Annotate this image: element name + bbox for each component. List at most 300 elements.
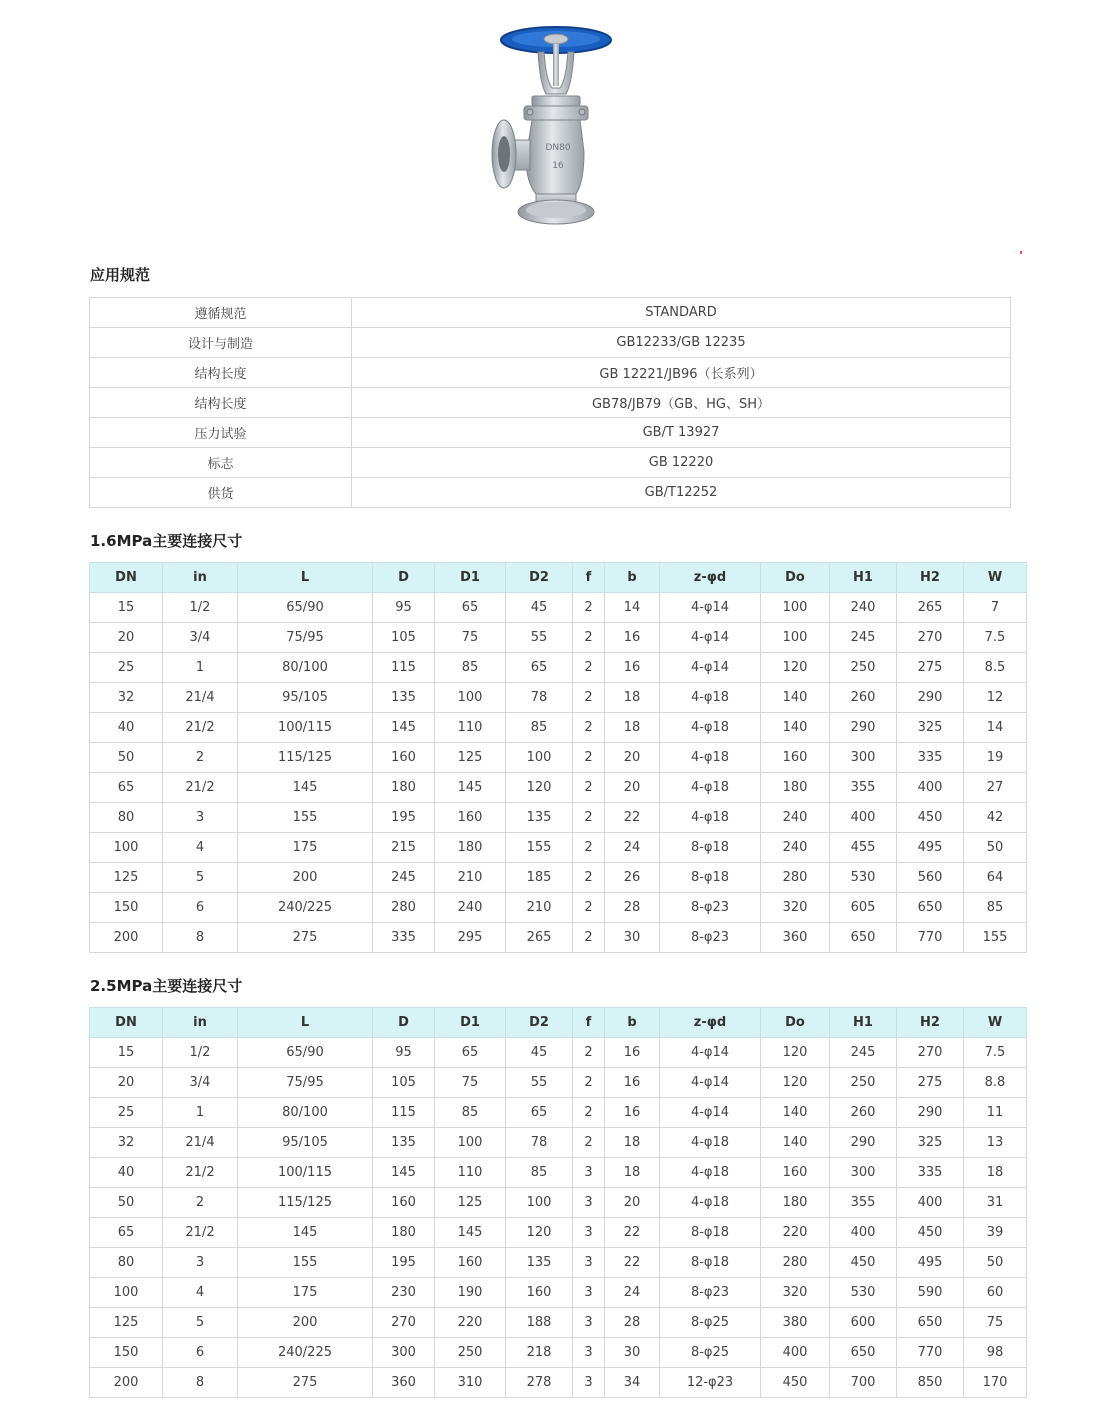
table-cell: 21/4 (163, 1128, 238, 1158)
table-cell: 85 (506, 713, 573, 743)
table-row (90, 1248, 1027, 1278)
table-cell: 240/225 (238, 893, 373, 923)
table-cell: 18 (605, 1128, 660, 1158)
spec-value: GB 12220 (352, 448, 1011, 478)
table-row (90, 623, 1027, 653)
table-cell: 450 (761, 1368, 830, 1398)
table-cell: 160 (435, 1248, 506, 1278)
table-cell: 120 (761, 653, 830, 683)
table-cell: 650 (830, 1338, 897, 1368)
table-cell: 7.5 (964, 623, 1027, 653)
column-header: z-φd (660, 563, 761, 593)
table-cell: 335 (897, 1158, 964, 1188)
table-cell: 145 (238, 1218, 373, 1248)
table-cell: 450 (830, 1248, 897, 1278)
table-cell: 2 (573, 773, 605, 803)
table-cell: 278 (506, 1368, 573, 1398)
column-header: H1 (830, 1008, 897, 1038)
table-cell: 26 (605, 863, 660, 893)
table-cell: 450 (897, 1218, 964, 1248)
table-cell: 175 (238, 833, 373, 863)
spec-value: GB 12221/JB96（长系列） (352, 358, 1011, 388)
table-cell: 75 (435, 1068, 506, 1098)
table-cell: 400 (897, 773, 964, 803)
table-cell: 98 (964, 1338, 1027, 1368)
table-cell: 3 (573, 1188, 605, 1218)
spec-table (89, 297, 1011, 508)
column-header: D2 (506, 1008, 573, 1038)
table-cell: 100 (90, 833, 163, 863)
table-cell: 95 (373, 593, 435, 623)
column-header: z-φd (660, 1008, 761, 1038)
table-cell: 11 (964, 1098, 1027, 1128)
table-row (90, 1098, 1027, 1128)
spec-label: 结构长度 (90, 358, 352, 388)
column-header: Do (761, 1008, 830, 1038)
table-cell: 4-φ18 (660, 803, 761, 833)
table-cell: 32 (90, 683, 163, 713)
table-cell: 155 (238, 1248, 373, 1278)
table-cell: 290 (830, 1128, 897, 1158)
table-row (90, 653, 1027, 683)
table-cell: 65/90 (238, 593, 373, 623)
table-cell: 32 (90, 1128, 163, 1158)
spec-label: 标志 (90, 448, 352, 478)
table-cell: 80 (90, 803, 163, 833)
dimension-table-1-6mpa (89, 562, 1027, 953)
table-cell: 560 (897, 863, 964, 893)
table-cell: 100/115 (238, 713, 373, 743)
spec-section-title: 应用规范 (90, 266, 151, 284)
table-row (90, 1278, 1027, 1308)
table-cell: 3 (573, 1338, 605, 1368)
table-cell: 120 (506, 773, 573, 803)
table-cell: 2 (573, 713, 605, 743)
table-cell: 95/105 (238, 683, 373, 713)
table-cell: 190 (435, 1278, 506, 1308)
table-cell: 290 (830, 713, 897, 743)
table-cell: 495 (897, 1248, 964, 1278)
table-cell: 25 (90, 1098, 163, 1128)
table-cell: 16 (605, 1038, 660, 1068)
table-row (90, 713, 1027, 743)
table-cell: 85 (435, 1098, 506, 1128)
table-cell: 3 (573, 1278, 605, 1308)
svg-text:16: 16 (552, 161, 564, 171)
table-cell: 4-φ14 (660, 623, 761, 653)
table-cell: 75 (435, 623, 506, 653)
table-cell: 180 (373, 773, 435, 803)
table-row (90, 833, 1027, 863)
table-cell: 65 (435, 1038, 506, 1068)
table-cell: 160 (373, 743, 435, 773)
table-cell: 80/100 (238, 1098, 373, 1128)
column-header: b (605, 1008, 660, 1038)
table-cell: 78 (506, 683, 573, 713)
table-cell: 300 (373, 1338, 435, 1368)
table-cell: 4-φ18 (660, 713, 761, 743)
table-row (90, 1068, 1027, 1098)
table-cell: 50 (90, 1188, 163, 1218)
table-cell: 4 (163, 833, 238, 863)
table-cell: 75 (964, 1308, 1027, 1338)
table-cell: 14 (964, 713, 1027, 743)
table-cell: 115 (373, 653, 435, 683)
table-cell: 335 (373, 923, 435, 953)
table-cell: 145 (373, 713, 435, 743)
table-cell: 4-φ14 (660, 593, 761, 623)
table-cell: 8-φ18 (660, 1218, 761, 1248)
table-cell: 22 (605, 1248, 660, 1278)
table-cell: 175 (238, 1278, 373, 1308)
table-cell: 100 (506, 1188, 573, 1218)
table-cell: 850 (897, 1368, 964, 1398)
table-cell: 770 (897, 1338, 964, 1368)
table-cell: 4-φ18 (660, 773, 761, 803)
table-cell: 8-φ23 (660, 893, 761, 923)
column-header: in (163, 1008, 238, 1038)
column-header: DN (90, 563, 163, 593)
column-header: D (373, 1008, 435, 1038)
spec-value: GB12233/GB 12235 (352, 328, 1011, 358)
table-cell: 240 (830, 593, 897, 623)
table-cell: 210 (506, 893, 573, 923)
column-header: b (605, 563, 660, 593)
table-cell: 125 (90, 1308, 163, 1338)
table-cell: 260 (830, 683, 897, 713)
table-cell: 3 (573, 1248, 605, 1278)
table-cell: 4-φ18 (660, 1188, 761, 1218)
table-cell: 360 (761, 923, 830, 953)
table-cell: 115/125 (238, 1188, 373, 1218)
table-cell: 240/225 (238, 1338, 373, 1368)
table-cell: 20 (605, 743, 660, 773)
table-row (90, 803, 1027, 833)
table-cell: 21/2 (163, 1158, 238, 1188)
table-cell: 24 (605, 833, 660, 863)
dimension-table-2-5mpa (89, 1007, 1027, 1398)
table-cell: 280 (373, 893, 435, 923)
table-cell: 2 (163, 743, 238, 773)
table-cell: 21/2 (163, 713, 238, 743)
table-cell: 140 (761, 1098, 830, 1128)
table-cell: 3/4 (163, 1068, 238, 1098)
column-header: W (964, 563, 1027, 593)
spec-label: 结构长度 (90, 388, 352, 418)
table-cell: 380 (761, 1308, 830, 1338)
table-cell: 2 (573, 623, 605, 653)
table-cell: 4-φ18 (660, 1158, 761, 1188)
column-header: D (373, 563, 435, 593)
table-cell: 300 (830, 1158, 897, 1188)
table-cell: 34 (605, 1368, 660, 1398)
table-cell: 2 (573, 833, 605, 863)
table-cell: 495 (897, 833, 964, 863)
table-cell: 6 (163, 893, 238, 923)
table-cell: 150 (90, 1338, 163, 1368)
table-cell: 4-φ18 (660, 683, 761, 713)
spec-label: 供货 (90, 478, 352, 508)
table-cell: 5 (163, 1308, 238, 1338)
spec-value: GB78/JB79（GB、HG、SH） (352, 388, 1011, 418)
table-cell: 200 (90, 923, 163, 953)
table-cell: 590 (897, 1278, 964, 1308)
table-cell: 2 (573, 593, 605, 623)
column-header: D1 (435, 563, 506, 593)
table-cell: 2 (573, 683, 605, 713)
table-cell: 8.5 (964, 653, 1027, 683)
table-cell: 100 (761, 593, 830, 623)
table-cell: 22 (605, 803, 660, 833)
table-cell: 80/100 (238, 653, 373, 683)
column-header: H1 (830, 563, 897, 593)
table-cell: 27 (964, 773, 1027, 803)
table-cell: 16 (605, 1098, 660, 1128)
table-cell: 95 (373, 1038, 435, 1068)
table-cell: 210 (435, 863, 506, 893)
table-cell: 155 (506, 833, 573, 863)
column-header: Do (761, 563, 830, 593)
table-cell: 45 (506, 1038, 573, 1068)
table-cell: 530 (830, 1278, 897, 1308)
table-cell: 360 (373, 1368, 435, 1398)
table-cell: 180 (435, 833, 506, 863)
table-cell: 45 (506, 593, 573, 623)
table-cell: 125 (435, 1188, 506, 1218)
table-cell: 85 (506, 1158, 573, 1188)
table-cell: 2 (573, 893, 605, 923)
spec-row (90, 448, 1011, 478)
table-cell: 40 (90, 713, 163, 743)
table-cell: 195 (373, 803, 435, 833)
table-cell: 245 (830, 1038, 897, 1068)
table-cell: 140 (761, 683, 830, 713)
table-cell: 265 (897, 593, 964, 623)
table-cell: 160 (435, 803, 506, 833)
table-cell: 4-φ18 (660, 743, 761, 773)
table-cell: 8-φ23 (660, 923, 761, 953)
table-cell: 105 (373, 1068, 435, 1098)
table-cell: 260 (830, 1098, 897, 1128)
table-cell: 8 (163, 1368, 238, 1398)
spec-row (90, 388, 1011, 418)
column-header: D1 (435, 1008, 506, 1038)
table-cell: 220 (435, 1308, 506, 1338)
table-cell: 8.8 (964, 1068, 1027, 1098)
table-cell: 115 (373, 1098, 435, 1128)
table-cell: 16 (605, 1068, 660, 1098)
table-row (90, 1308, 1027, 1338)
table-row (90, 1158, 1027, 1188)
table-cell: 100 (435, 1128, 506, 1158)
table-row (90, 1188, 1027, 1218)
table-cell: 275 (897, 653, 964, 683)
table-cell: 650 (897, 1308, 964, 1338)
table-cell: 12-φ23 (660, 1368, 761, 1398)
table-cell: 115/125 (238, 743, 373, 773)
table-cell: 290 (897, 1098, 964, 1128)
table-cell: 3 (573, 1308, 605, 1338)
table-16-title: 1.6MPa主要连接尺寸 (90, 532, 243, 550)
spec-row (90, 418, 1011, 448)
table-cell: 125 (90, 863, 163, 893)
table-cell: 2 (573, 1068, 605, 1098)
column-header: f (573, 563, 605, 593)
table-cell: 400 (897, 1188, 964, 1218)
table-cell: 170 (964, 1368, 1027, 1398)
spec-label: 遵循规范 (90, 298, 352, 328)
table-cell: 135 (373, 683, 435, 713)
table-cell: 8-φ18 (660, 863, 761, 893)
table-cell: 160 (761, 743, 830, 773)
table-cell: 64 (964, 863, 1027, 893)
table-cell: 530 (830, 863, 897, 893)
column-header: W (964, 1008, 1027, 1038)
table-cell: 20 (90, 1068, 163, 1098)
table-cell: 400 (761, 1338, 830, 1368)
table-cell: 275 (238, 1368, 373, 1398)
table-cell: 85 (964, 893, 1027, 923)
table-cell: 265 (506, 923, 573, 953)
table-cell: 4-φ14 (660, 653, 761, 683)
table-25-title: 2.5MPa主要连接尺寸 (90, 977, 243, 995)
table-cell: 180 (373, 1218, 435, 1248)
table-cell: 78 (506, 1128, 573, 1158)
table-cell: 7 (964, 593, 1027, 623)
table-cell: 39 (964, 1218, 1027, 1248)
table-cell: 200 (238, 1308, 373, 1338)
table-cell: 180 (761, 773, 830, 803)
table-cell: 20 (605, 1188, 660, 1218)
table-cell: 2 (573, 1038, 605, 1068)
table-cell: 145 (238, 773, 373, 803)
spec-label: 压力试验 (90, 418, 352, 448)
table-cell: 295 (435, 923, 506, 953)
table-cell: 65 (435, 593, 506, 623)
table-cell: 28 (605, 1308, 660, 1338)
table-cell: 188 (506, 1308, 573, 1338)
table-row (90, 1218, 1027, 1248)
table-cell: 65/90 (238, 1038, 373, 1068)
column-header: L (238, 1008, 373, 1038)
table-cell: 325 (897, 713, 964, 743)
table-cell: 3 (573, 1158, 605, 1188)
table-row (90, 1128, 1027, 1158)
table-cell: 240 (435, 893, 506, 923)
table-row (90, 773, 1027, 803)
table-cell: 400 (830, 803, 897, 833)
table-cell: 4-φ14 (660, 1038, 761, 1068)
table-cell: 65 (90, 1218, 163, 1248)
table-cell: 31 (964, 1188, 1027, 1218)
table-cell: 21/2 (163, 1218, 238, 1248)
table-cell: 2 (573, 1128, 605, 1158)
table-cell: 110 (435, 713, 506, 743)
table-row (90, 893, 1027, 923)
table-cell: 50 (964, 1248, 1027, 1278)
spec-value: GB/T 13927 (352, 418, 1011, 448)
table-cell: 100 (761, 623, 830, 653)
table-cell: 140 (761, 713, 830, 743)
table-cell: 135 (506, 803, 573, 833)
table-cell: 215 (373, 833, 435, 863)
table-cell: 3 (573, 1368, 605, 1398)
column-header: H2 (897, 563, 964, 593)
table-cell: 30 (605, 923, 660, 953)
table-cell: 2 (573, 743, 605, 773)
table-cell: 4-φ18 (660, 1128, 761, 1158)
table-cell: 245 (373, 863, 435, 893)
table-cell: 280 (761, 1248, 830, 1278)
column-header: DN (90, 1008, 163, 1038)
table-cell: 50 (964, 833, 1027, 863)
table-cell: 2 (573, 923, 605, 953)
table-cell: 185 (506, 863, 573, 893)
table-cell: 400 (830, 1218, 897, 1248)
table-cell: 85 (435, 653, 506, 683)
table-cell: 24 (605, 1278, 660, 1308)
table-cell: 8-φ25 (660, 1308, 761, 1338)
column-header: H2 (897, 1008, 964, 1038)
table-cell: 55 (506, 623, 573, 653)
table-cell: 200 (90, 1368, 163, 1398)
table-cell: 22 (605, 1218, 660, 1248)
table-cell: 1 (163, 653, 238, 683)
spec-row (90, 298, 1011, 328)
table-cell: 155 (238, 803, 373, 833)
red-dot-mark (1020, 251, 1022, 254)
table-cell: 100 (90, 1278, 163, 1308)
table-cell: 4 (163, 1278, 238, 1308)
table-cell: 1 (163, 1098, 238, 1128)
table-cell: 95/105 (238, 1128, 373, 1158)
spec-row (90, 478, 1011, 508)
table-cell: 270 (897, 623, 964, 653)
table-cell: 145 (435, 773, 506, 803)
table-cell: 8 (163, 923, 238, 953)
table-cell: 250 (435, 1338, 506, 1368)
table-cell: 145 (373, 1158, 435, 1188)
spec-label: 设计与制造 (90, 328, 352, 358)
table-cell: 3/4 (163, 623, 238, 653)
table-cell: 5 (163, 863, 238, 893)
table-cell: 16 (605, 653, 660, 683)
table-row (90, 593, 1027, 623)
table-cell: 605 (830, 893, 897, 923)
table-cell: 150 (90, 893, 163, 923)
table-cell: 20 (605, 773, 660, 803)
table-cell: 100 (435, 683, 506, 713)
table-cell: 250 (830, 653, 897, 683)
table-cell: 21/4 (163, 683, 238, 713)
spec-row (90, 328, 1011, 358)
table-cell: 2 (573, 653, 605, 683)
svg-text:DN80: DN80 (545, 143, 571, 153)
column-header: D2 (506, 563, 573, 593)
table-cell: 100/115 (238, 1158, 373, 1188)
table-cell: 145 (435, 1218, 506, 1248)
table-cell: 650 (830, 923, 897, 953)
table-cell: 310 (435, 1368, 506, 1398)
table-cell: 8-φ25 (660, 1338, 761, 1368)
table-cell: 125 (435, 743, 506, 773)
table-cell: 3 (163, 1248, 238, 1278)
column-header: f (573, 1008, 605, 1038)
table-cell: 240 (761, 833, 830, 863)
table-row (90, 1338, 1027, 1368)
table-cell: 325 (897, 1128, 964, 1158)
table-cell: 335 (897, 743, 964, 773)
